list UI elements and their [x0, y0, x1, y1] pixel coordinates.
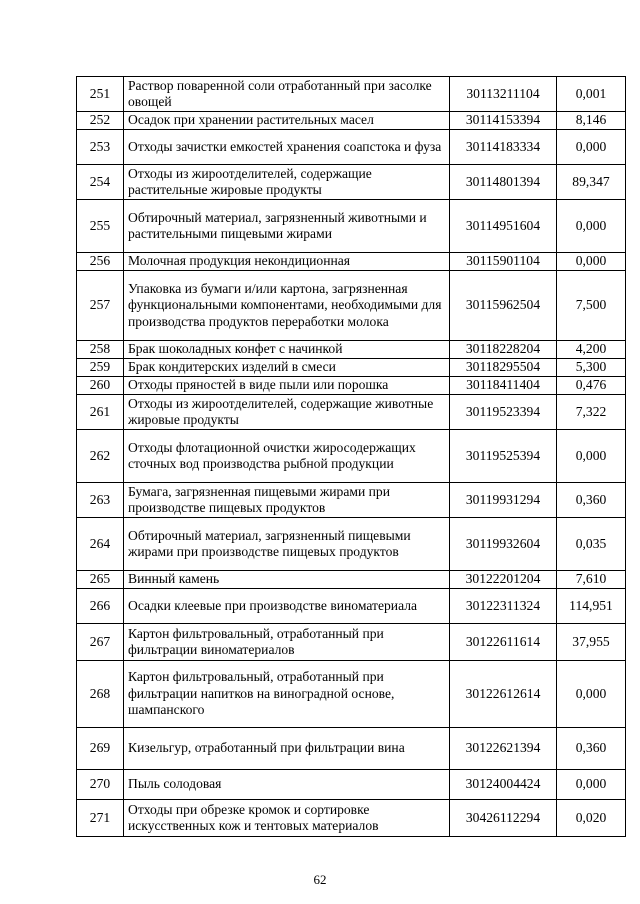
waste-name: Кизельгур, отработанный при фильтрации вина: [124, 728, 450, 770]
waste-amount: 0,000: [557, 253, 626, 271]
waste-code: 30115901104: [450, 253, 557, 271]
table-row: [77, 377, 626, 395]
waste-amount: 0,035: [557, 518, 626, 571]
row-number: 267: [77, 624, 124, 661]
table-row: [77, 253, 626, 271]
row-number: 270: [77, 770, 124, 800]
row-number: 254: [77, 165, 124, 200]
waste-amount: 0,360: [557, 728, 626, 770]
waste-amount: 5,300: [557, 359, 626, 377]
waste-table-body: [77, 77, 626, 837]
row-number: 255: [77, 200, 124, 253]
waste-amount: 7,610: [557, 571, 626, 589]
waste-code: 30122201204: [450, 571, 557, 589]
table-row: [77, 518, 626, 571]
waste-amount: 0,001: [557, 77, 626, 112]
waste-name: Бумага, загрязненная пищевыми жирами при производстве пищевых продуктов: [124, 483, 450, 518]
table-row: [77, 589, 626, 624]
waste-amount: 7,500: [557, 271, 626, 341]
waste-amount: 8,146: [557, 112, 626, 130]
waste-name: Отходы при обрезке кромок и сортировке искусственных кож и тентовых материалов: [124, 800, 450, 837]
row-number: 252: [77, 112, 124, 130]
table-row: [77, 661, 626, 728]
row-number: 264: [77, 518, 124, 571]
row-number: 257: [77, 271, 124, 341]
row-number: 271: [77, 800, 124, 837]
table-row: [77, 341, 626, 359]
waste-code: 30114183334: [450, 130, 557, 165]
table-row: [77, 112, 626, 130]
table-row: [77, 483, 626, 518]
waste-amount: 0,000: [557, 770, 626, 800]
waste-amount: 89,347: [557, 165, 626, 200]
table-row: [77, 624, 626, 661]
waste-code: 30122311324: [450, 589, 557, 624]
row-number: 253: [77, 130, 124, 165]
waste-name: Осадки клеевые при производстве виноматериала: [124, 589, 450, 624]
waste-name: Картон фильтровальный, отработанный при фильтрации напитков на виноградной основе, шампанского: [124, 661, 450, 728]
waste-amount: 0,020: [557, 800, 626, 837]
table-row: [77, 770, 626, 800]
waste-name: Раствор поваренной соли отработанный при засолке овощей: [124, 77, 450, 112]
waste-code: 30122611614: [450, 624, 557, 661]
waste-code: 30114153394: [450, 112, 557, 130]
waste-table: [76, 76, 626, 837]
waste-name: Упаковка из бумаги и/или картона, загрязненная функциональными компонентами, необходимыми для производства продуктов переработки молока: [124, 271, 450, 341]
waste-amount: 0,000: [557, 661, 626, 728]
waste-name: Отходы из жироотделителей, содержащие растительные жировые продукты: [124, 165, 450, 200]
row-number: 258: [77, 341, 124, 359]
waste-name: Брак кондитерских изделий в смеси: [124, 359, 450, 377]
waste-code: 30124004424: [450, 770, 557, 800]
row-number: 269: [77, 728, 124, 770]
waste-amount: 4,200: [557, 341, 626, 359]
table-row: [77, 430, 626, 483]
waste-code: 30119523394: [450, 395, 557, 430]
waste-amount: 37,955: [557, 624, 626, 661]
waste-code: 30118295504: [450, 359, 557, 377]
waste-name: Пыль солодовая: [124, 770, 450, 800]
waste-amount: 7,322: [557, 395, 626, 430]
waste-amount: 114,951: [557, 589, 626, 624]
waste-amount: 0,360: [557, 483, 626, 518]
row-number: 266: [77, 589, 124, 624]
waste-amount: 0,000: [557, 130, 626, 165]
table-row: [77, 271, 626, 341]
waste-name: Винный камень: [124, 571, 450, 589]
table-row: [77, 728, 626, 770]
table-row: [77, 165, 626, 200]
waste-name: Молочная продукция некондиционная: [124, 253, 450, 271]
row-number: 268: [77, 661, 124, 728]
waste-name: Отходы флотационной очистки жиросодержащих сточных вод производства рыбной продукции: [124, 430, 450, 483]
row-number: 262: [77, 430, 124, 483]
table-row: [77, 77, 626, 112]
waste-code: 30119525394: [450, 430, 557, 483]
waste-name: Обтирочный материал, загрязненный животными и растительными пищевыми жирами: [124, 200, 450, 253]
table-row: [77, 395, 626, 430]
waste-amount: 0,476: [557, 377, 626, 395]
waste-amount: 0,000: [557, 430, 626, 483]
waste-code: 30113211104: [450, 77, 557, 112]
table-row: [77, 571, 626, 589]
table-row: [77, 800, 626, 837]
waste-code: 30119931294: [450, 483, 557, 518]
waste-code: 30119932604: [450, 518, 557, 571]
waste-name: Отходы пряностей в виде пыли или порошка: [124, 377, 450, 395]
waste-name: Брак шоколадных конфет с начинкой: [124, 341, 450, 359]
waste-code: 30114801394: [450, 165, 557, 200]
row-number: 251: [77, 77, 124, 112]
row-number: 263: [77, 483, 124, 518]
waste-code: 30118228204: [450, 341, 557, 359]
waste-name: Отходы зачистки емкостей хранения соапстока и фуза: [124, 130, 450, 165]
waste-name: Осадок при хранении растительных масел: [124, 112, 450, 130]
page-number: 62: [313, 872, 327, 887]
waste-name: Отходы из жироотделителей, содержащие животные жировые продукты: [124, 395, 450, 430]
waste-code: 30122621394: [450, 728, 557, 770]
waste-code: 30122612614: [450, 661, 557, 728]
table-row: [77, 359, 626, 377]
row-number: 265: [77, 571, 124, 589]
row-number: 261: [77, 395, 124, 430]
waste-code: 30114951604: [450, 200, 557, 253]
waste-name: Обтирочный материал, загрязненный пищевыми жирами при производстве пищевых продуктов: [124, 518, 450, 571]
table-row: [77, 200, 626, 253]
row-number: 256: [77, 253, 124, 271]
waste-code: 30118411404: [450, 377, 557, 395]
waste-code: 30426112294: [450, 800, 557, 837]
waste-amount: 0,000: [557, 200, 626, 253]
waste-code: 30115962504: [450, 271, 557, 341]
row-number: 260: [77, 377, 124, 395]
row-number: 259: [77, 359, 124, 377]
table-row: [77, 130, 626, 165]
waste-name: Картон фильтровальный, отработанный при фильтрации виноматериалов: [124, 624, 450, 661]
